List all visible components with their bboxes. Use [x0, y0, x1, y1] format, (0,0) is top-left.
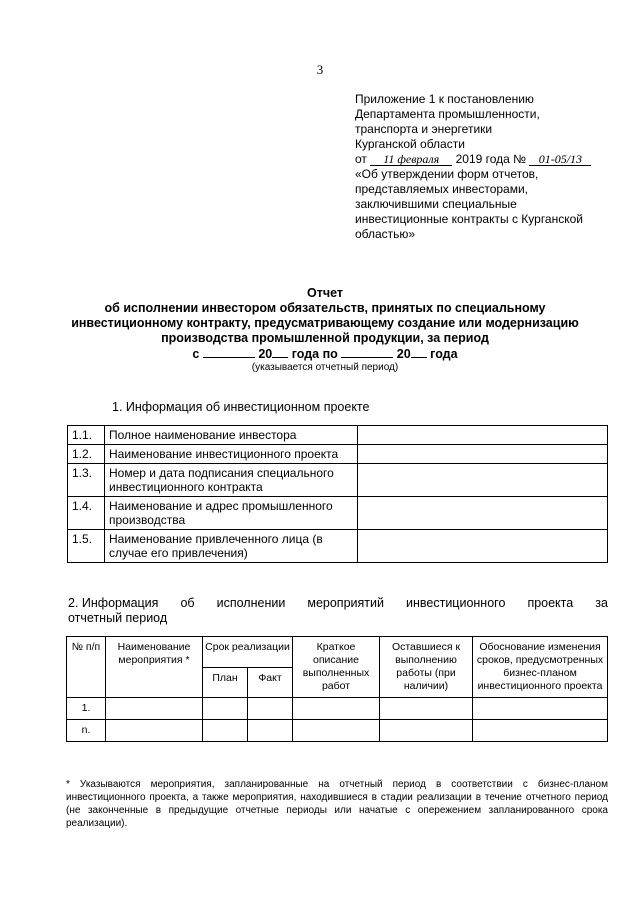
table-cell[interactable] [293, 698, 380, 720]
heading-word: об [180, 596, 195, 610]
appendix-header [355, 92, 625, 242]
handwritten-number: 01-05/13 [529, 153, 591, 166]
appendix-line: Курганской области [355, 137, 465, 151]
col-header-plan: План [203, 667, 248, 698]
period-year: 20 [258, 347, 273, 361]
row-label: Наименование инвестиционного проекта [105, 445, 358, 464]
period-to: года по [291, 347, 338, 361]
table-cell[interactable] [106, 720, 203, 742]
period-year-blank [411, 346, 427, 358]
col-header-name: Наименование мероприятия * [106, 637, 203, 698]
col-header-term: Срок реализации [203, 637, 293, 668]
appendix-line: заключившими специальные [355, 197, 517, 211]
appendix-line: Приложение 1 к постановлению [355, 92, 534, 106]
col-header-remaining: Оставшиеся к выполнению работы (при наличии) [380, 637, 473, 698]
row-number: 1.3. [68, 464, 105, 497]
appendix-line: представляемых инвесторами, [355, 182, 529, 196]
table-cell[interactable] [248, 720, 293, 742]
row-value[interactable] [358, 426, 608, 445]
title-line: Отчет [306, 286, 343, 300]
table-row [68, 445, 608, 464]
row-number: 1.1. [68, 426, 105, 445]
row-number: 1.2. [68, 445, 105, 464]
col-header-justification: Обоснование изменения сроков, предусмотренных бизнес-планом инвестиционного проекта [473, 637, 608, 698]
table-cell[interactable] [203, 720, 248, 742]
from-prefix: от [355, 152, 367, 166]
col-header-description: Краткое описание выполненных работ [293, 637, 380, 698]
heading-word: инвестиционного [406, 596, 506, 610]
period-from: с [192, 347, 200, 361]
row-value[interactable] [358, 445, 608, 464]
table-cell[interactable] [248, 698, 293, 720]
table-cell[interactable] [293, 720, 380, 742]
row-number: 1.4. [68, 497, 105, 530]
appendix-line: транспорта и энергетики [355, 122, 493, 136]
table-row [68, 464, 608, 497]
appendix-line: областью» [355, 227, 416, 241]
report-title [40, 286, 610, 374]
heading-word: исполнении [216, 596, 286, 610]
row-value[interactable] [358, 497, 608, 530]
col-header-fact: Факт [248, 667, 293, 698]
table-cell[interactable] [473, 720, 608, 742]
row-number: n. [67, 720, 106, 742]
row-number: 1. [67, 698, 106, 720]
row-label: Номер и дата подписания специального инвестиционного контракта [105, 464, 358, 497]
period-year: 20 [396, 347, 411, 361]
heading-word: 2. Информация [68, 596, 159, 610]
table-row [68, 497, 608, 530]
row-label: Наименование привлеченного лица (в случае его привлечения) [105, 530, 358, 563]
handwritten-date: 11 февраля [370, 153, 452, 166]
heading-word: проекта [527, 596, 574, 610]
investment-project-table [67, 425, 608, 563]
title-line: инвестиционному контракту, предусматривающему создание или модернизацию [71, 316, 579, 330]
row-label: Наименование и адрес промышленного производства [105, 497, 358, 530]
period-start-blank [203, 346, 255, 358]
appendix-line: «Об утверждении форм отчетов, [355, 167, 539, 181]
table-header-row [67, 637, 608, 668]
footnote: * Указываются мероприятия, запланированные на отчетный период в соответствии с бизнес-планом инвестиционного проекта, а также мероприятия, находившиеся в стадии реализации в течение отчетного период (не законченные в предыдущие отчетные периоды или начатые с опережением запланированного срока реализации). [66, 779, 608, 829]
heading-word: мероприятий [307, 596, 384, 610]
period-note: (указывается отчетный период) [251, 362, 399, 373]
period-end-word: года [430, 347, 458, 361]
table-cell[interactable] [106, 698, 203, 720]
appendix-date-line [355, 152, 625, 167]
row-value[interactable] [358, 464, 608, 497]
title-line: производства промышленной продукции, за период [161, 331, 489, 345]
period-line [40, 346, 610, 362]
page-number: 3 [316, 62, 324, 77]
heading-word: за [595, 596, 608, 610]
appendix-line: Департамента промышленности, [355, 107, 540, 121]
title-line: об исполнении инвестором обязательств, принятых по специальному [104, 301, 546, 315]
table-cell[interactable] [380, 698, 473, 720]
table-cell[interactable] [203, 698, 248, 720]
section2-heading-line2: отчетный период [68, 611, 168, 625]
row-number: 1.5. [68, 530, 105, 563]
row-value[interactable] [358, 530, 608, 563]
year-text: 2019 года № [455, 152, 527, 166]
section2-heading-line1 [68, 596, 608, 611]
appendix-line: инвестиционные контракты с Курганской [355, 212, 583, 226]
period-year-blank [272, 346, 288, 358]
table-row [68, 530, 608, 563]
activities-table [66, 636, 608, 742]
col-header-num: № п/п [67, 637, 106, 698]
period-end-blank [341, 346, 393, 358]
table-cell[interactable] [473, 698, 608, 720]
table-row [67, 720, 608, 742]
section1-heading: 1. Информация об инвестиционном проекте [112, 400, 370, 414]
row-label: Полное наименование инвестора [105, 426, 358, 445]
table-row [67, 698, 608, 720]
table-cell[interactable] [380, 720, 473, 742]
section2-heading [68, 596, 608, 626]
table-row [68, 426, 608, 445]
